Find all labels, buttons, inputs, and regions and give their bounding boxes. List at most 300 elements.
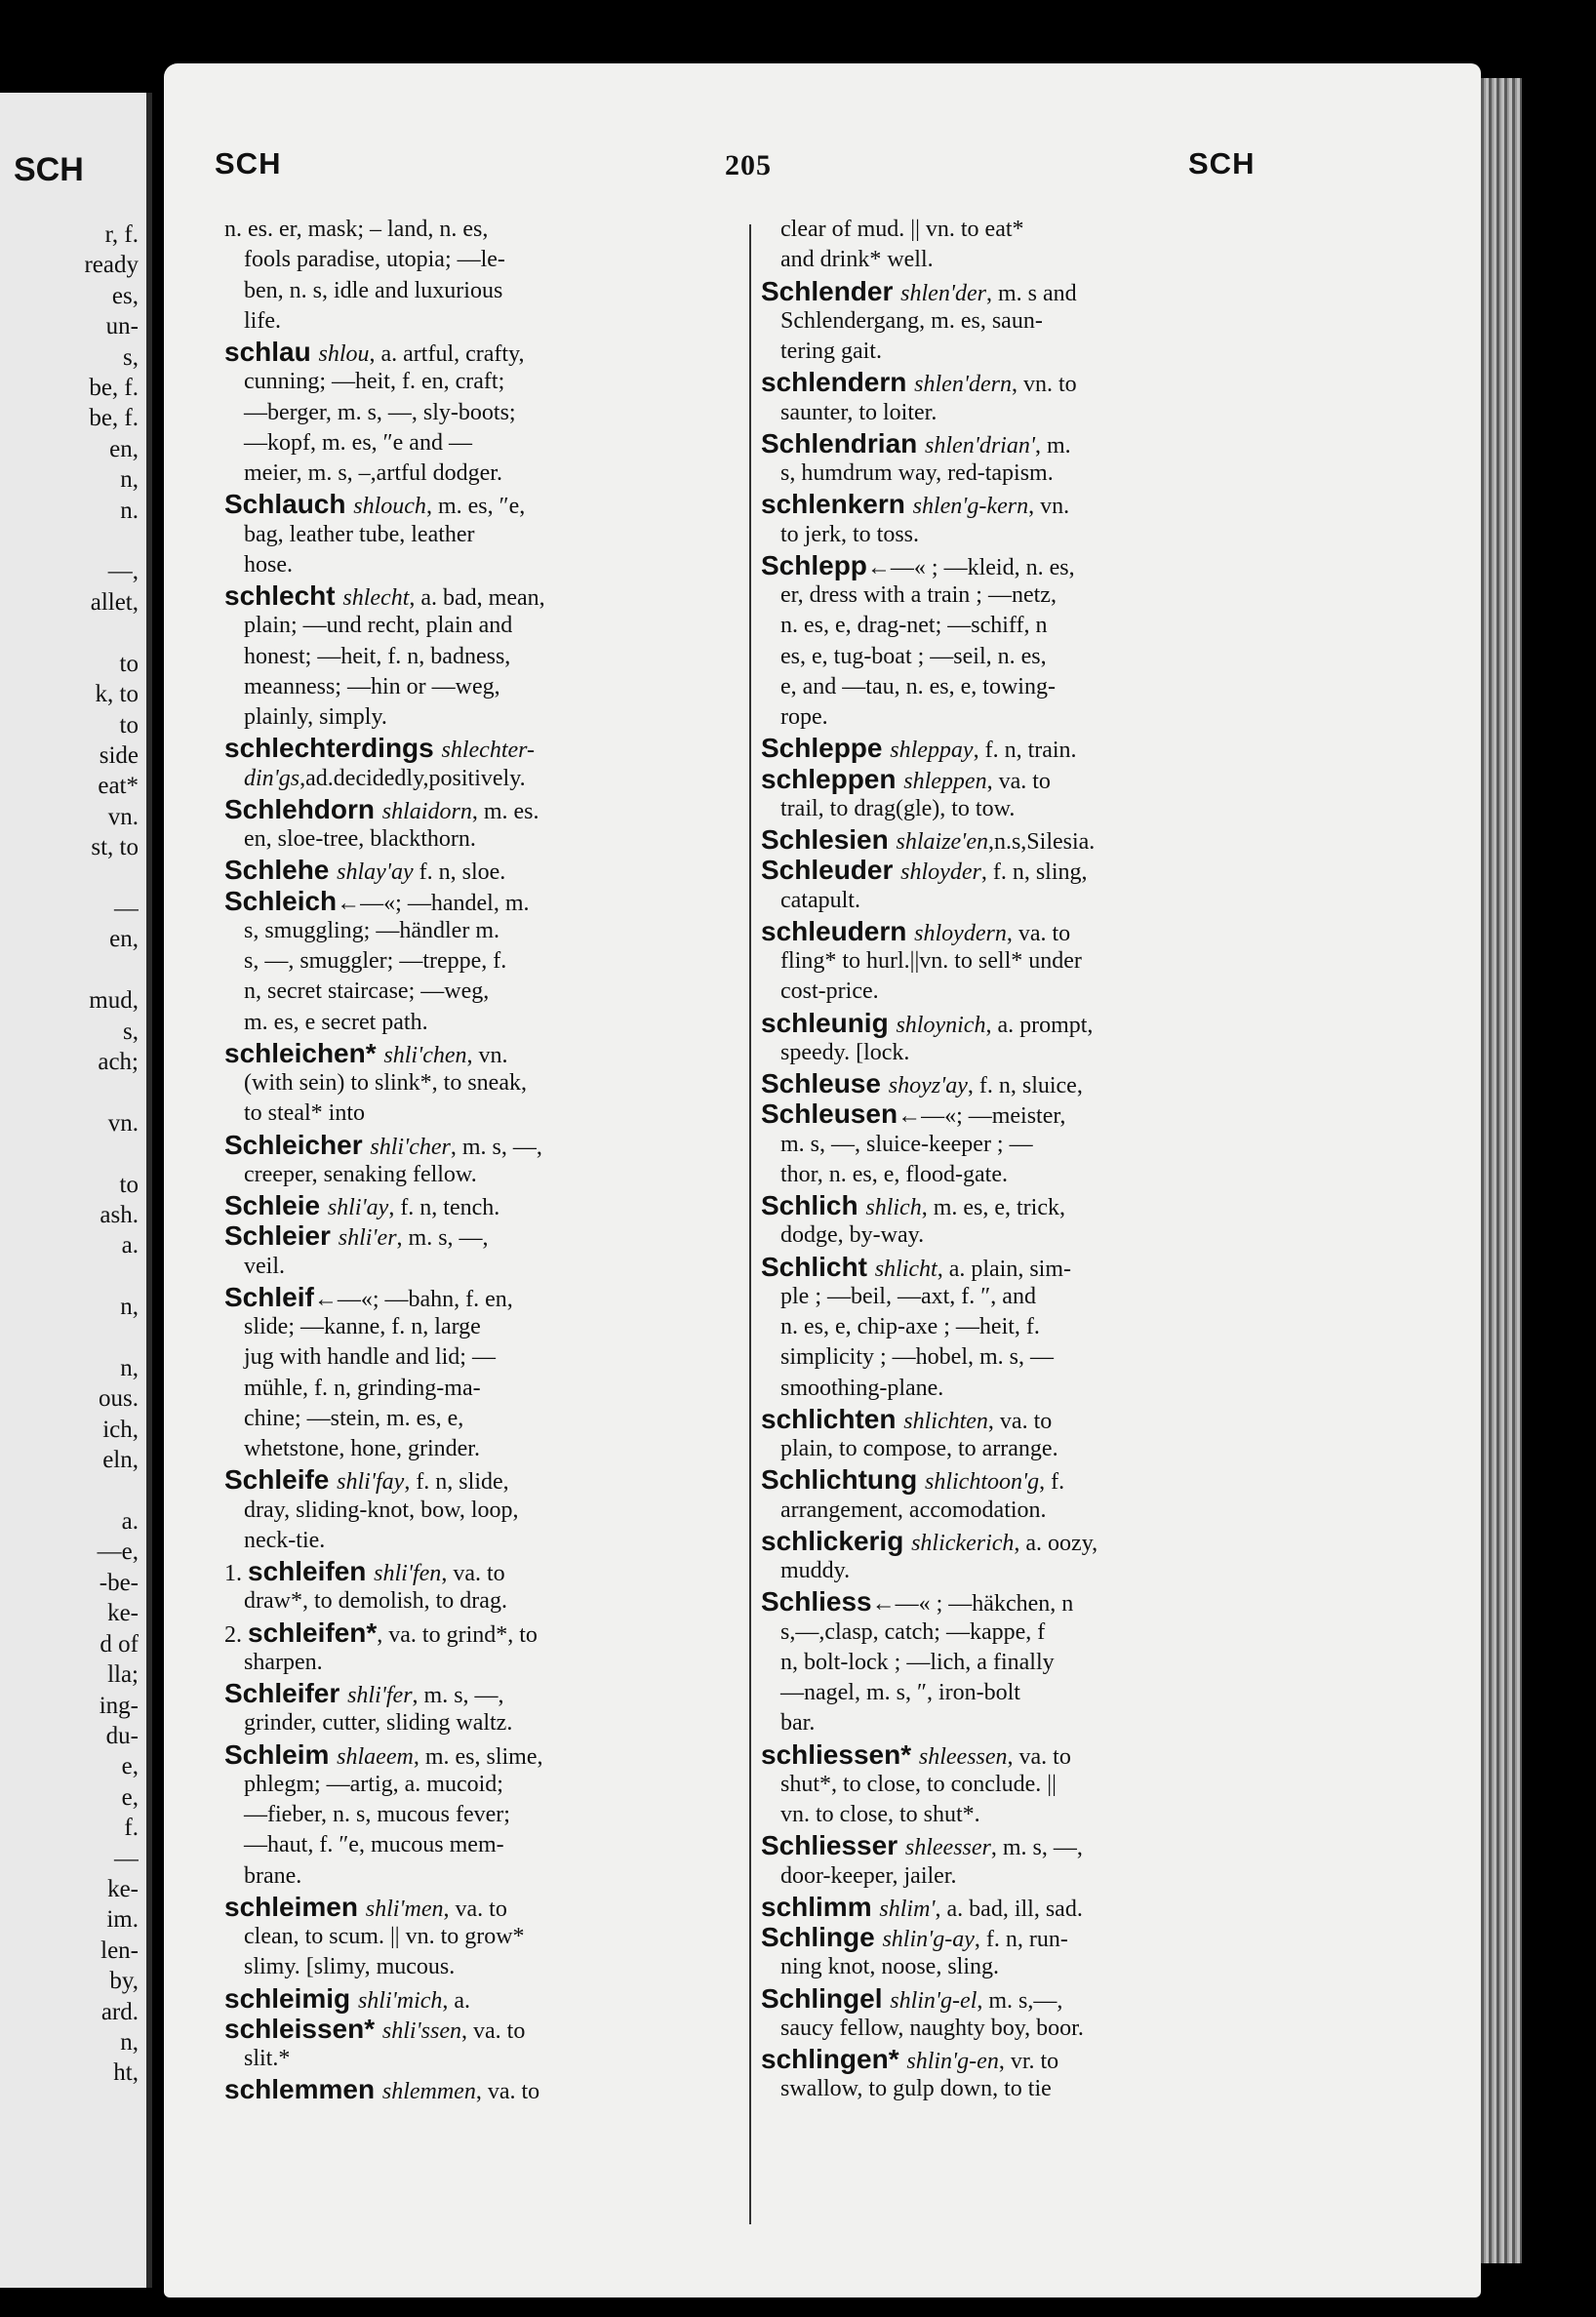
dictionary-line [761,1739,1293,1770]
dictionary-line [761,1496,1293,1526]
dictionary-line [224,520,732,550]
previous-page-fragment [2,618,139,648]
previous-page-fragment: n, [120,466,139,494]
dictionary-line [224,1952,732,1982]
dictionary-line [761,611,1293,641]
definition-text: rope. [780,704,828,730]
definition-text: , m. s,—, [977,1987,1063,2014]
dictionary-line [761,550,1293,580]
dictionary-line [761,1038,1293,1068]
definition-text: , f. n, tench. [388,1195,500,1220]
dictionary-line [761,824,1293,855]
previous-page-fragment: ard. [100,1998,139,2025]
dictionary-line [224,1099,732,1129]
dictionary-line [224,1708,732,1738]
previous-page-fragments [2,220,139,2089]
dictionary-line [224,1496,732,1526]
headword: Schleicher [224,1129,371,1160]
definition-text: thor, n. es, e, flood-gate. [780,1161,1008,1187]
dictionary-line [224,1038,732,1068]
dictionary-line [224,1220,732,1251]
previous-page-fragment: ht, [113,2059,139,2087]
dictionary-line [224,1374,732,1404]
pronunciation: din'gs [244,765,300,791]
dictionary-line [761,1678,1293,1708]
headword: schliessen* [761,1738,919,1770]
dictionary-line [224,367,732,397]
previous-page-fragment: by, [109,1968,139,1995]
definition-text: whetstone, hone, grinder. [244,1436,480,1461]
definition-text: simplicity ; —hobel, m. s, — [780,1344,1054,1371]
headword: Schliesser [761,1830,905,1861]
definition-text: saunter, to loiter. [780,399,938,425]
dictionary-line [224,459,732,489]
dictionary-line [761,489,1293,519]
dictionary-line [224,1464,732,1495]
definition-text: , f. [1039,1469,1065,1496]
definition-text: , vr. to [998,2049,1059,2074]
definition-text: speedy. [lock. [780,1039,910,1065]
dictionary-line [761,2044,1293,2074]
dictionary-line [224,1800,732,1830]
previous-page-fragment [2,1139,139,1169]
pronunciation: shlen'dern [914,372,1012,398]
dictionary-line [224,1252,732,1282]
previous-page-fragment: n. [120,497,139,524]
previous-page-fragment [2,1476,139,1506]
pronunciation: shlicht [874,1256,938,1282]
definition-text: , m. s, —, [396,1225,489,1252]
definition-text: , va. to [443,1896,507,1922]
headword: Schlehe [224,855,338,886]
dictionary-line [761,642,1293,672]
headword: schleichen* [224,1037,384,1068]
dictionary-line [761,1800,1293,1830]
definition-text: chine; —stein, m. es, e, [244,1405,464,1431]
dictionary-line [224,1068,732,1099]
dictionary-line [224,550,732,580]
pronunciation: shlen'g-kern [912,494,1029,520]
definition-text: , m. es, ″e, [425,494,526,520]
pronunciation: shleppay [890,738,974,764]
definition-text: n. es, e, chip-axe ; —heit, f. [780,1314,1040,1339]
headword: schleifen* [248,1617,378,1648]
definition-text: swallow, to gulp down, to tie [780,2076,1052,2102]
definition-text: m. s, —, sluice-keeper ; — [780,1131,1033,1157]
headword: Schleich [224,885,338,916]
dictionary-line [761,855,1293,885]
definition-text: , va. to grind*, to [377,1621,538,1648]
dictionary-line [224,1282,732,1312]
definition-text: en, sloe-tree, blackthorn. [244,826,476,852]
definition-text: ning knot, noose, sling. [780,1954,1000,1980]
dictionary-line [761,1190,1293,1220]
definition-text: tering gait. [780,339,882,364]
headword: Schlichtung [761,1464,925,1496]
definition-text: to jerk, to toss. [780,521,919,547]
dictionary-line [224,1983,732,2014]
headword: schlichten [761,1403,904,1434]
dictionary-line [224,733,732,763]
previous-page-fragment: en, [109,435,139,462]
previous-page-fragment: ach; [98,1048,139,1075]
definition-text: , vn. [466,1042,508,1068]
left-column [224,215,732,2105]
dictionary-line [761,1008,1293,1038]
definition-text: , va. to [986,768,1051,794]
dictionary-line [224,642,732,672]
definition-text: n, bolt-lock ; —lich, a finally [780,1649,1055,1675]
definition-text: cost-price. [780,979,879,1005]
dictionary-line [761,2074,1293,2104]
headword: Schleuse [761,1068,889,1099]
definition-text: —fieber, n. s, mucous fever; [244,1802,510,1827]
previous-page-fragment [2,1077,139,1107]
dictionary-line [761,276,1293,306]
dictionary-line [761,1068,1293,1099]
previous-page-fragment: ous. [99,1385,139,1413]
definition-text: draw*, to demolish, to drag. [244,1588,507,1615]
previous-page-fragment [2,1261,139,1292]
dictionary-line [761,398,1293,428]
dictionary-line [761,1648,1293,1678]
previous-page-fragment: e, [121,1783,139,1811]
dictionary-line [224,1739,732,1770]
definition-text: s,—,clasp, catch; —kappe, f [780,1618,1046,1645]
previous-page-fragment [2,526,139,556]
definition-text: , f. n, run- [974,1927,1068,1952]
dictionary-line [761,1526,1293,1556]
headword: schlendern [761,367,915,398]
definition-text: ,n.s,Silesia. [987,829,1096,855]
definition-text: , m. es, e, trick, [921,1195,1065,1220]
dictionary-line [224,1008,732,1038]
previous-page-fragment: side [99,741,139,769]
pronunciation: shlin'g-el [890,1987,978,2014]
definition-text: , va. to [475,2079,540,2105]
previous-page-fragment: en, [109,926,139,953]
definition-text: mühle, f. n, grinding-ma- [244,1375,481,1401]
dictionary-line [224,1312,732,1342]
dictionary-line [761,520,1293,550]
previous-page-fragment: len- [100,1937,139,1964]
previous-page-fragment: ke- [107,1600,139,1627]
definition-text: ←—«; —meister, [898,1103,1066,1130]
definition-text: shut*, to close, to conclude. || [780,1771,1057,1797]
dictionary-line [224,794,732,824]
pronunciation: shli'er [338,1225,397,1252]
definition-text: plain, to compose, to arrange. [780,1436,1058,1461]
definition-text: sharpen. [244,1649,323,1675]
definition-text: to steal* into [244,1100,365,1127]
dictionary-line [761,1708,1293,1738]
definition-text: —berger, m. s, —, sly-boots; [244,399,516,425]
definition-text: ←—« ; —kleid, n. es, [866,554,1075,580]
definition-text: , vn. [1028,494,1070,520]
dictionary-line [761,946,1293,977]
pronunciation: shlen'drian' [925,432,1035,459]
previous-page-fragment: s, [123,343,139,371]
definition-text: , f. n, train. [973,738,1077,764]
definition-text: slimy. [slimy, mucous. [244,1954,456,1980]
headword: Schlicht [761,1251,875,1282]
dictionary-line [761,245,1293,275]
previous-page-fragment: vn. [107,1109,139,1137]
definition-text: and drink* well. [780,247,934,273]
dictionary-line [761,1922,1293,1952]
dictionary-line [761,1586,1293,1617]
previous-page-fragment: n, [120,1294,139,1321]
previous-page-fragment: to [119,1171,139,1198]
dictionary-line [224,2014,732,2044]
definition-text: , m. es. [471,798,539,824]
previous-page-fragment: a. [121,1232,139,1259]
definition-text: , m. [1034,432,1071,459]
previous-page-fragment: ing- [99,1692,139,1719]
previous-page-fragment: f. [124,1815,139,1842]
dictionary-line [761,1099,1293,1129]
previous-page-fragment: be, f. [89,375,139,402]
dictionary-line [224,306,732,337]
headword: Schleppe [761,733,891,764]
dictionary-line [224,1892,732,1922]
headword: Schlendrian [761,427,926,459]
running-header-right: SCH [1188,146,1256,180]
dictionary-line [224,1770,732,1800]
pronunciation: shlich [865,1195,922,1220]
definition-text: , m. s, —, [990,1835,1083,1861]
definition-text: bar. [780,1710,816,1737]
headword: schlemmen [224,2074,382,2105]
definition-text: vn. to close, to shut*. [780,1802,980,1827]
definition-text: f. n, sloe. [413,859,506,886]
headword: schleppen [761,763,904,794]
definition-text: ←—« ; —häkchen, n [871,1591,1074,1618]
definition-text: neck-tie. [244,1527,326,1553]
pronunciation: shlichtoon'g [925,1469,1040,1496]
previous-page-fragment: k, to [95,681,139,708]
headword: Schlender [761,275,901,306]
dictionary-line [761,2014,1293,2044]
definition-text: bag, leather tube, leather [244,521,475,547]
running-header-left: SCH [215,146,282,180]
definition-text: catapult. [780,887,860,913]
definition-text: hose. [244,551,293,578]
headword: Schlauch [224,489,354,520]
definition-text: saucy fellow, naughty boy, boor. [780,2015,1084,2041]
pronunciation: shlecht [342,585,410,611]
dictionary-line [224,886,732,916]
pronunciation: shlouch [353,494,426,520]
pronunciation: shlin'g-ay [882,1927,975,1952]
definition-text: , m. s and [985,280,1077,306]
headword: Schlich [761,1190,866,1220]
dictionary-line [224,824,732,855]
definition-text: jug with handle and lid; — [244,1344,496,1371]
previous-page-fragment: du- [105,1722,139,1749]
dictionary-line [761,733,1293,763]
definition-text: , m. s, —, [412,1683,504,1708]
pronunciation: shlou [318,341,370,367]
dictionary-line [761,1404,1293,1434]
definition-text: n. es. er, mask; – land, n. es, [224,217,489,242]
definition-text: meier, m. s, –,artful dodger. [244,460,502,486]
pronunciation: shli'ssen [381,2017,462,2044]
headword: Schleife [224,1464,338,1496]
headword: schleifen [248,1556,375,1586]
previous-page-fragment: eat* [98,773,139,800]
pronunciation: shlim' [879,1896,936,1922]
pronunciation: shlin'g-en [906,2049,999,2074]
definition-text: , va. to [987,1408,1053,1434]
definition-text: muddy. [780,1558,851,1583]
definition-text: , m. es, slime, [413,1743,543,1770]
dictionary-line [224,276,732,306]
book-edge [1478,78,1522,2263]
headword: schleunig [761,1007,897,1038]
dictionary-line [224,1830,732,1860]
previous-page-fragment: im. [106,1906,139,1934]
previous-page-fragment: es, [111,282,139,309]
dictionary-line [761,764,1293,794]
dictionary-line [761,1252,1293,1282]
headword: Schleusen [761,1099,898,1130]
previous-page-fragment: to [119,650,139,677]
pronunciation: shli'cher [370,1134,451,1160]
dictionary-line [761,1130,1293,1160]
definition-text: dray, sliding-knot, bow, loop, [244,1497,519,1523]
dictionary-line [224,2074,732,2104]
dictionary-line [761,1464,1293,1495]
dictionary-line [224,702,732,733]
dictionary-line [761,1374,1293,1404]
previous-page-header: SCH [14,151,84,188]
definition-text: fling* to hurl.||vn. to sell* under [780,948,1082,974]
dictionary-line [224,428,732,459]
dictionary-line [761,1892,1293,1922]
previous-page-fragment: a. [121,1508,139,1536]
definition-text: door-keeper, jailer. [780,1862,957,1889]
dictionary-line [761,1312,1293,1342]
dictionary-line [224,398,732,428]
dictionary-line [761,1861,1293,1892]
pronunciation: shlickerich [911,1530,1015,1556]
definition-text: , a. artful, crafty, [369,341,525,367]
headword: Schleie [224,1190,328,1220]
definition-text: , f. n, slide, [404,1469,509,1496]
dictionary-line [761,1160,1293,1190]
dictionary-line [224,1342,732,1373]
headword: Schlehdorn [224,793,382,824]
dictionary-line [224,1160,732,1190]
definition-text: er, dress with a train ; —netz, [780,582,1057,608]
dictionary-line [224,855,732,885]
dictionary-line [224,1434,732,1464]
definition-text: 1. [224,1561,248,1586]
dictionary-line [224,611,732,641]
dictionary-line [224,916,732,946]
definition-text: m. es, e secret path. [244,1009,428,1035]
dictionary-line [224,1556,732,1586]
headword: Schleim [224,1738,338,1770]
definition-text: cunning; —heit, f. en, craft; [244,369,505,395]
pronunciation: shlechter- [441,738,535,764]
definition-text: slide; —kanne, f. n, large [244,1314,481,1339]
dictionary-line [761,886,1293,916]
headword: Schleuder [761,855,901,886]
dictionary-line [761,306,1293,337]
headword: schlechterdings [224,733,442,764]
dictionary-line [224,1922,732,1952]
pronunciation: shli'chen [383,1042,467,1068]
definition-text: , vn. to [1011,372,1077,398]
definition-text: s, —, smuggler; —treppe, f. [244,948,507,974]
pronunciation: shoyz'ay [888,1073,968,1099]
dictionary-line [224,489,732,519]
previous-page-fragment: n, [120,2028,139,2056]
definition-text: (with sein) to slink*, to sneak, [244,1070,527,1096]
definition-text: , f. n, sluice, [967,1073,1083,1099]
previous-page-fragment [2,955,139,985]
definition-text: , a. [442,1987,471,2014]
definition-text: , a. prompt, [985,1012,1094,1038]
previous-page-fragment: ke- [107,1875,139,1902]
previous-page-fragment: eln, [102,1447,139,1474]
definition-text: clean, to scum. || vn. to grow* [244,1924,525,1949]
headword: schleissen* [224,2013,382,2044]
previous-page-fragment: d of [100,1630,139,1658]
previous-page-fragment: be, f. [89,405,139,432]
definition-text: ,ad.decidedly,positively. [299,765,526,791]
definition-text: grinder, cutter, sliding waltz. [244,1710,513,1737]
dictionary-line [224,946,732,977]
pronunciation: shli'ay [327,1195,389,1220]
headword: Schlepp [761,549,867,580]
definition-text: s, humdrum way, red-tapism. [780,460,1054,486]
headword: Schlesien [761,824,897,855]
dictionary-line [761,1983,1293,2014]
pronunciation: shlemmen [381,2079,476,2105]
pronunciation: shleessen [918,1743,1008,1770]
dictionary-line [761,977,1293,1007]
dictionary-line [224,245,732,275]
previous-page-fragment: ready [84,252,139,279]
headword: Schlingel [761,1982,891,2014]
previous-page-fragment: vn. [107,803,139,830]
pronunciation: shlay'ay [337,859,414,886]
definition-text: , a. oozy, [1014,1530,1098,1556]
dictionary-line [761,1952,1293,1982]
dictionary-line [224,1526,732,1556]
pronunciation: shlaidorn [381,798,472,824]
pronunciation: shlaize'en [896,829,988,855]
dictionary-line [761,459,1293,489]
pronunciation: shli'fer [347,1683,413,1708]
dictionary-line [224,2044,732,2074]
dictionary-line [224,1861,732,1892]
dictionary-line [224,672,732,702]
headword: schleimen [224,1891,366,1922]
pronunciation: shleesser [904,1835,991,1861]
dictionary-line [224,337,732,367]
definition-text: meanness; —hin or —weg, [244,673,500,699]
previous-page-fragment: st, to [91,834,139,861]
definition-text: —haut, f. ″e, mucous mem- [244,1832,504,1858]
previous-page-fragment [2,1323,139,1353]
column-divider [749,224,751,2224]
dictionary-line [224,1678,732,1708]
pronunciation: shli'fen [374,1561,442,1586]
